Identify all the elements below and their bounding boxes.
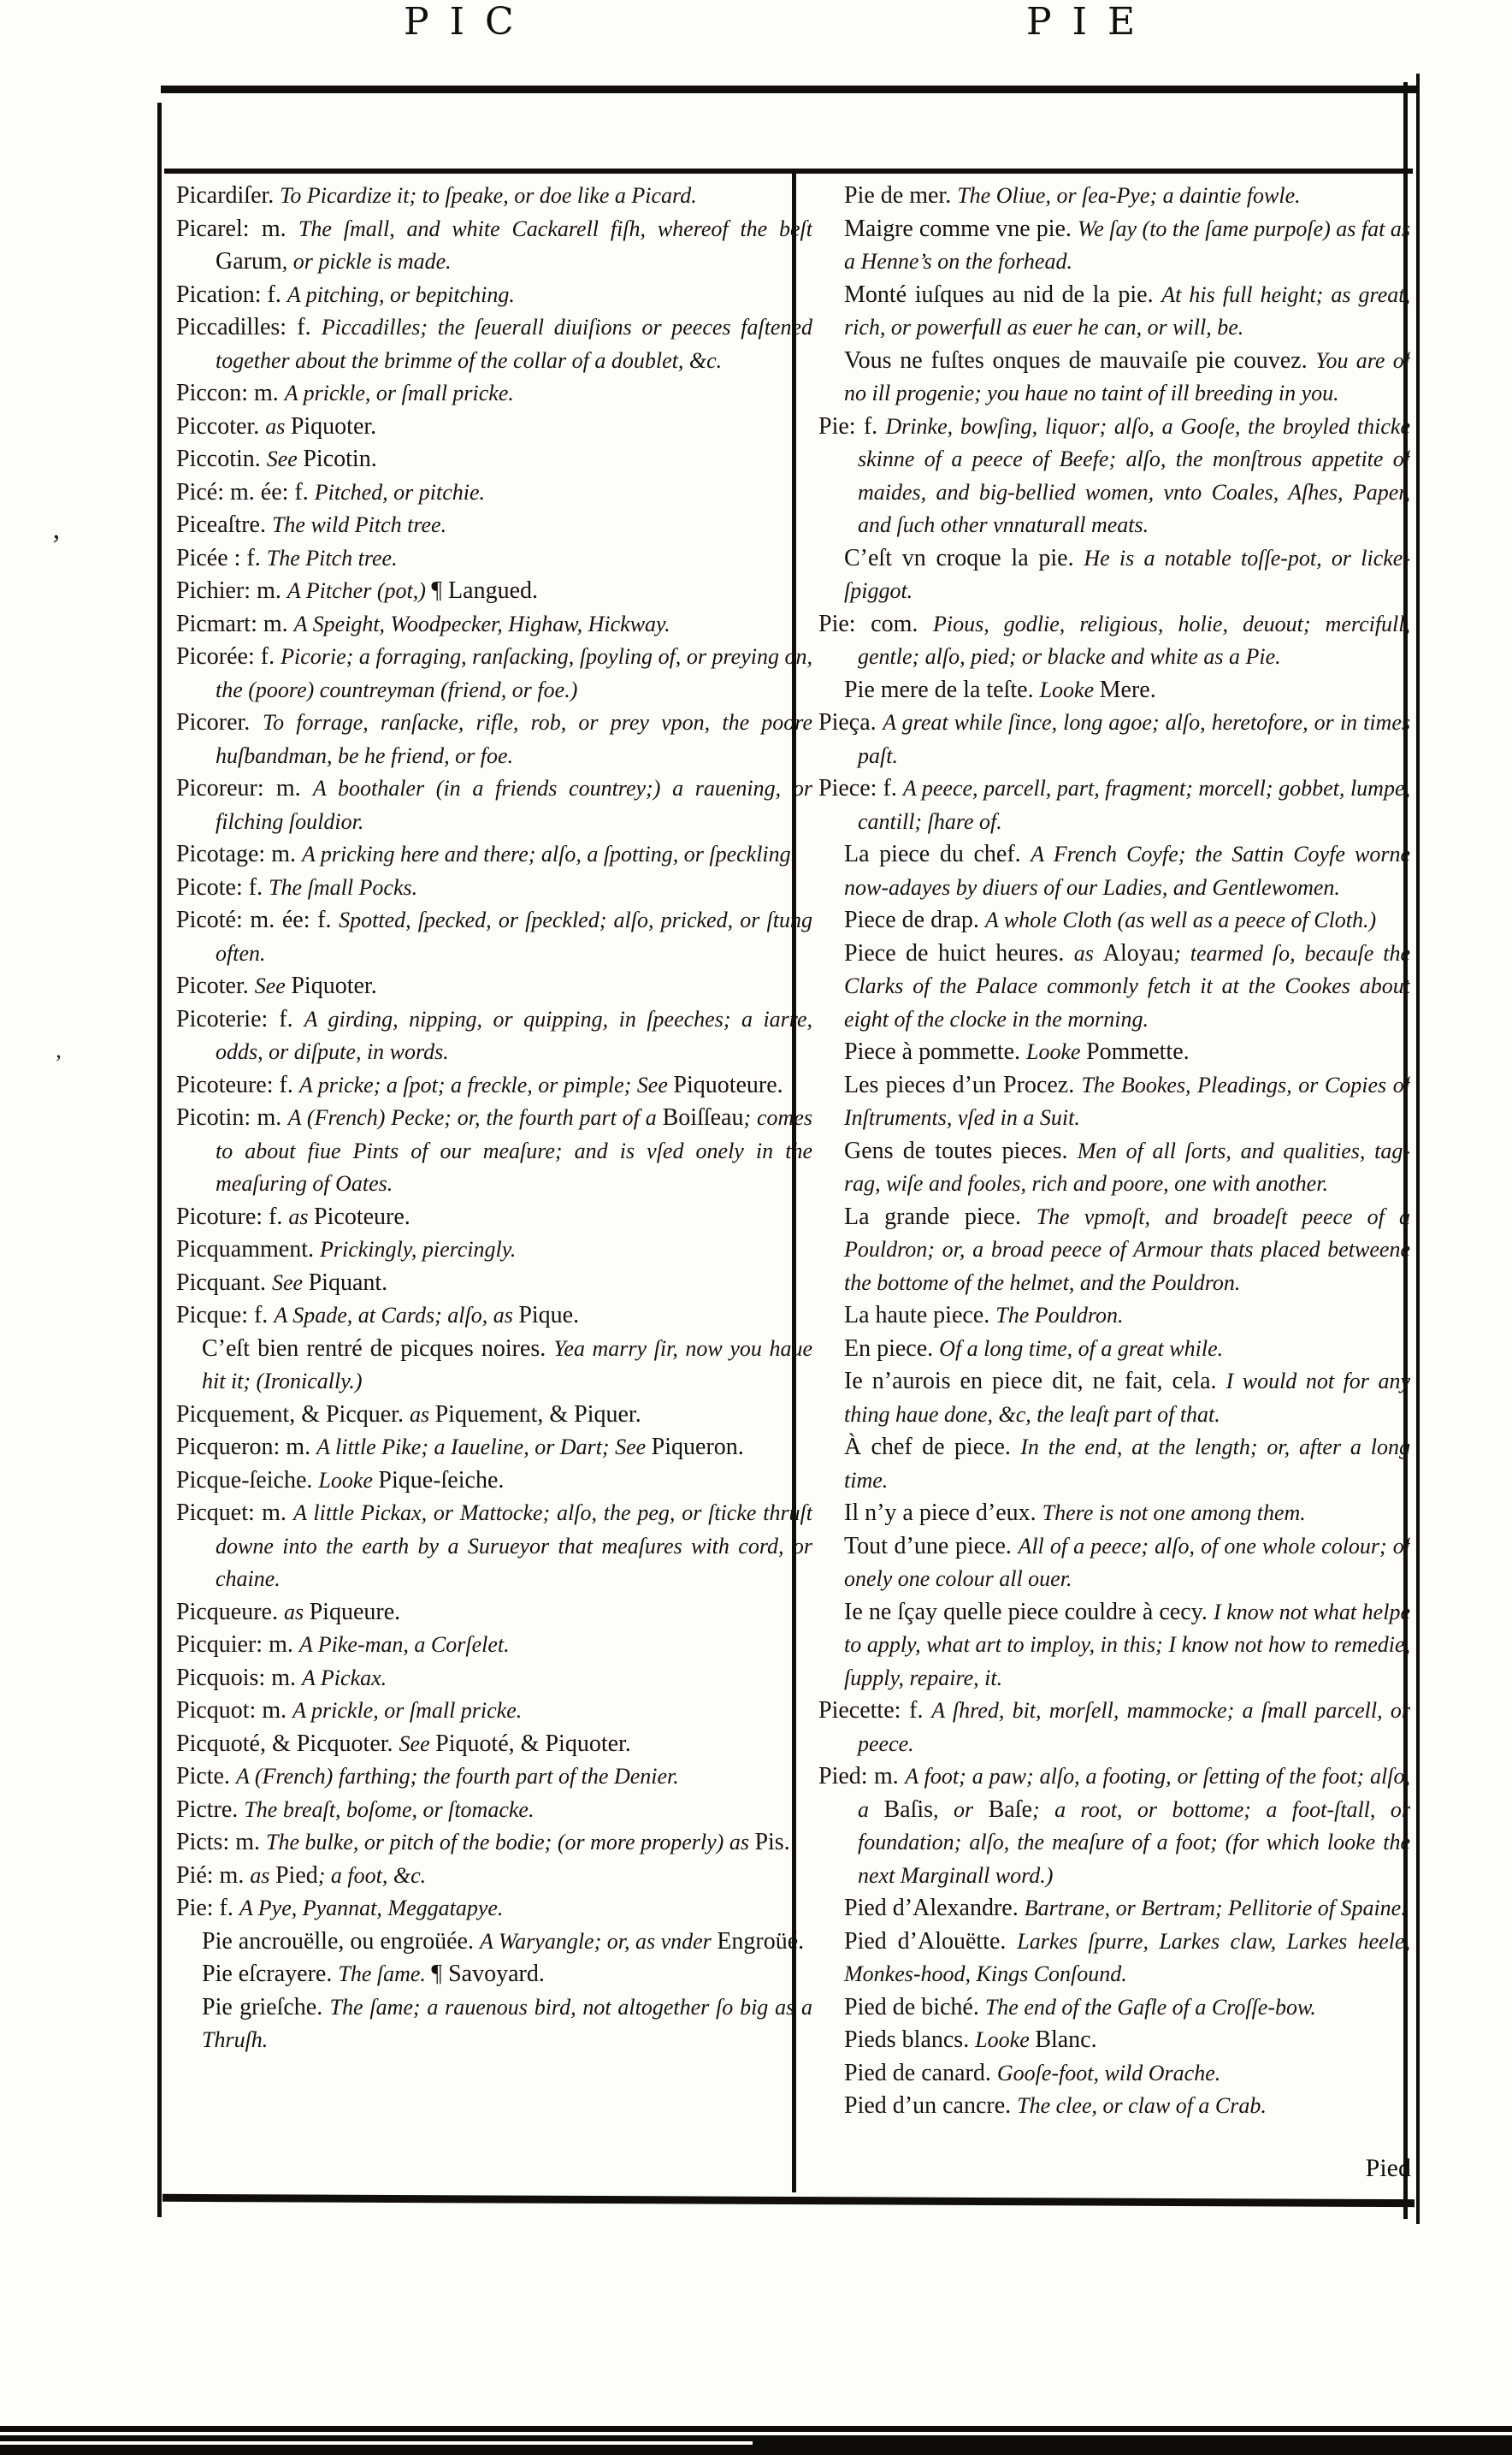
- definition-text: Pitched, or pitchie.: [314, 479, 486, 505]
- headword-text: Piccadilles: f.: [176, 314, 322, 340]
- dictionary-entry: [176, 1828, 812, 1861]
- definition-text: See: [254, 973, 292, 998]
- definition-text: A French Coyfe; the Sattin Coyfe worne now-adayes by diuers of our Ladies, and Gentlewomen.: [844, 842, 1410, 900]
- headword-text: Piqueron.: [651, 1434, 744, 1460]
- headword-text: ¶ Savoyard.: [431, 1961, 545, 1987]
- definition-text: The end of the Gafle of a Croſſe-bow.: [984, 1994, 1316, 2020]
- definition-text: The ſame.: [338, 1961, 432, 1986]
- dictionary-entry: [818, 1598, 1410, 1697]
- headword-text: Picoter.: [176, 973, 255, 999]
- headword-text: Pied d’Alouëtte.: [844, 1927, 1018, 1955]
- right-border-outer-rule: [1416, 74, 1420, 2224]
- headword-text: Garum: [216, 248, 282, 275]
- definition-text: Drinke, bowſing, liquor; alſo, a Gooſe, the broyled thicke skinne of a peece of Beefe; alſo, the monſtrous appetite of maides, and big-bellied women, vnto Coales, Aſhes, Paper, and ſuch other vnnaturall meats.: [858, 413, 1410, 537]
- scan-artifact-bar: [0, 2426, 1512, 2432]
- definition-text: as: [250, 1862, 275, 1888]
- definition-text: A pricking here and there; alſo, a ſpotting, or ſpeckling.: [301, 842, 797, 867]
- header-separator-rule: [164, 169, 1413, 174]
- headword-text: La grande piece.: [844, 1203, 1037, 1230]
- dictionary-entry: [176, 1499, 812, 1598]
- headword-text: ¶ Langued.: [431, 577, 539, 604]
- definition-text: In the end, at the length; or, after a long time.: [844, 1435, 1410, 1493]
- headword-text: Pie mere de la teſte.: [844, 676, 1040, 703]
- definition-text: The ſmall, and white Cackarell fiſh, whereof the beſt: [298, 216, 812, 241]
- headword-text: Picoterie: f.: [176, 1005, 304, 1032]
- headword-text: Pieça.: [818, 709, 883, 736]
- headword-text: Picotin.: [303, 446, 377, 472]
- dictionary-entry: [176, 840, 812, 873]
- definition-text: The ſmall Pocks.: [269, 874, 418, 900]
- definition-text: ; tearmed ſo, becauſe the Clarks of the Palace commonly fetch it at the Cookes about eight of the clocke in the morning.: [844, 940, 1410, 1032]
- headword-text: Pique.: [518, 1302, 580, 1328]
- dictionary-entry: [176, 1927, 812, 1961]
- definition-text: A Pike-man, a Corſelet.: [298, 1632, 510, 1657]
- dictionary-entry: [176, 1269, 812, 1302]
- definition-text: Yea marry ſir, now you haue hit it; (Ironically.): [202, 1335, 812, 1393]
- dictionary-entry: [818, 346, 1410, 412]
- headword-text: En piece.: [844, 1334, 940, 1362]
- headword-text: Picoteure: f.: [176, 1071, 299, 1098]
- headword-text: Tout d’une piece.: [844, 1532, 1019, 1559]
- dictionary-entry: [176, 972, 812, 1005]
- definition-text: A Pickax.: [302, 1665, 387, 1690]
- definition-text: , or pickle is made.: [281, 249, 452, 274]
- dictionary-entry: [176, 1334, 812, 1400]
- dictionary-entry: [818, 1301, 1410, 1334]
- dictionary-entry: [176, 181, 812, 215]
- definition-text: The vpmoſt, and broadeſt peece of a Pouldron; or, a broad peece of Armour thats placed betweene the bottome of the helmet, and the Pouldron.: [844, 1204, 1410, 1295]
- dictionary-entry: [818, 840, 1410, 906]
- definition-text: Spotted, ſpecked, or ſpeckled; alſo, pricked, or ſtung often.: [216, 908, 812, 966]
- definition-text: A little Pike; a Iaueline, or Dart; See: [316, 1435, 652, 1459]
- dictionary-entry: [176, 215, 812, 281]
- definition-text: Larkes ſpurre, Larkes claw, Larkes heele, Monkes-hood, Kings Conſound.: [844, 1928, 1410, 1986]
- headword-text: Picorer.: [176, 709, 263, 736]
- headword-text: Piccon: m.: [176, 380, 285, 406]
- definition-text: See: [399, 1730, 436, 1756]
- headword-text: La piece du chef.: [844, 841, 1031, 867]
- headword-text: Il n’y a piece d’eux.: [844, 1500, 1042, 1526]
- headword-text: Picquier: m.: [176, 1631, 299, 1658]
- definition-text: See: [272, 1269, 309, 1295]
- dictionary-entry: [176, 774, 812, 840]
- headword-text: Pieds blancs.: [844, 2026, 976, 2053]
- headword-text: Picmart: m.: [176, 610, 294, 637]
- catchword: Pied: [1365, 2154, 1411, 2182]
- definition-text: The clee, or claw of a Crab.: [1017, 2093, 1267, 2118]
- definition-text: A prickle, or ſmall pricke.: [284, 381, 514, 405]
- headword-text: Picoreur: m.: [176, 775, 313, 802]
- definition-text: A pitching, or bepitching.: [286, 281, 515, 307]
- definition-text: Pious, godlie, religious, holie, deuout; mercifull, gentle; alſo, pied; or blacke and white as a Pie.: [858, 611, 1410, 669]
- headword-text: C’eſt bien rentré de picques noires.: [202, 1334, 554, 1362]
- definition-text: The bulke, or pitch of the bodie; (or more properly) as: [266, 1830, 755, 1855]
- dictionary-entry: [818, 1433, 1410, 1499]
- definition-text: ; a root, or bottome; a foot-ſtall, or foundation; alſo, the meaſure of a foot; (for which looke the next Marginall word.): [858, 1796, 1410, 1888]
- definition-text: The Pouldron.: [995, 1303, 1124, 1328]
- definition-text: I would not for any thing haue done, &c, the leaſt part of that.: [844, 1369, 1410, 1427]
- headword-text: Baſis: [883, 1795, 934, 1823]
- dictionary-entry: [176, 1664, 812, 1697]
- dictionary-entry: [176, 1861, 812, 1895]
- headword-text: Maigre comme vne pie.: [844, 215, 1078, 242]
- ink-speck: ‚: [51, 513, 62, 545]
- dictionary-entry: [818, 1993, 1410, 2026]
- left-border-rule: [157, 103, 162, 2217]
- definition-text: A girding, nipping, or quipping, in ſpeeches; a iarre, odds, or diſpute, in words.: [216, 1006, 812, 1064]
- headword-text: Pommette.: [1086, 1038, 1190, 1065]
- definition-text: , or: [933, 1796, 989, 1822]
- headword-text: Piece de drap.: [844, 907, 985, 933]
- dictionary-entry: [818, 610, 1410, 676]
- dictionary-entry: [176, 1466, 812, 1500]
- headword-text: Picoture: f.: [176, 1203, 289, 1230]
- headword-text: Pied de biché.: [844, 1993, 985, 2020]
- headword-text: Picoté: m. ée: f.: [176, 907, 340, 933]
- headword-text: Piquement, & Piquer.: [434, 1400, 641, 1428]
- headword-text: Piquoter.: [291, 973, 377, 999]
- headword-text: Pied d’Alexandre.: [844, 1895, 1025, 1921]
- definition-text: Looke: [1039, 677, 1100, 702]
- definition-text: You are of no ill progenie; you haue no taint of ill breeding in you.: [844, 347, 1410, 405]
- headword-text: Pied: m.: [818, 1763, 906, 1789]
- headword-text: Monté iuſques au nid de la pie.: [844, 281, 1162, 308]
- definition-text: There is not one among them.: [1042, 1500, 1306, 1525]
- definition-text: Bartrane, or Bertram; Pellitorie of Spaine.: [1024, 1896, 1407, 1920]
- dictionary-entry: [818, 1203, 1410, 1302]
- headword-text: Picque-ſeiche.: [176, 1466, 319, 1494]
- definition-text: A (French) farthing; the fourth part of the Denier.: [236, 1764, 679, 1789]
- headword-text: Piece à pommette.: [844, 1038, 1027, 1065]
- dictionary-entry: [818, 544, 1410, 610]
- dictionary-entry: [818, 2059, 1410, 2092]
- headword-text: Pie ancrouëlle, ou engroüée.: [202, 1927, 480, 1955]
- headword-text: Picquoté, & Picquoter.: [176, 1730, 399, 1757]
- definition-text: A Pye, Pyannat, Meggatapye.: [239, 1896, 504, 1920]
- headword-text: Piece de huict heures.: [844, 939, 1074, 967]
- dictionary-entry: [176, 708, 812, 774]
- definition-text: The breaſt, boſome, or ſtomacke.: [244, 1796, 535, 1822]
- headword-text: Piccotin.: [176, 446, 267, 472]
- headword-text: Picée : f.: [176, 544, 267, 571]
- headword-text: Picotage: m.: [176, 841, 302, 867]
- running-header-left: PIC: [404, 0, 535, 44]
- headword-text: Pie eſcrayere.: [202, 1961, 339, 1987]
- definition-text: A prickle, or ſmall pricke.: [292, 1698, 523, 1723]
- definition-text: as: [283, 1599, 310, 1624]
- definition-text: The wild Pitch tree.: [271, 512, 447, 537]
- headword-text: Pictre.: [176, 1795, 245, 1823]
- dictionary-entry: [176, 577, 812, 610]
- dictionary-entry: [818, 1927, 1410, 1993]
- headword-text: Picotin: m.: [176, 1104, 288, 1131]
- definition-text: A foot; a paw; alſo, a footing, or ſetting of the foot; alſo, a: [858, 1764, 1410, 1822]
- dictionary-entry: [176, 1433, 812, 1466]
- dictionary-entry: [818, 1894, 1410, 1927]
- headword-text: Ie n’aurois en piece dit, ne fait, cela.: [844, 1368, 1226, 1394]
- definition-text: A (French) Pecke; or, the fourth part of a: [287, 1105, 663, 1130]
- dictionary-entry: [176, 313, 812, 379]
- dictionary-entry: [176, 1960, 812, 1993]
- dictionary-entry: [176, 610, 812, 643]
- headword-text: Pied: [275, 1861, 318, 1889]
- headword-text: Piceaſtre.: [176, 512, 272, 538]
- headword-text: Picarel: m.: [176, 215, 298, 242]
- headword-text: Gens de toutes pieces.: [844, 1137, 1078, 1164]
- headword-text: Pie grieſche.: [202, 1993, 330, 2020]
- headword-text: Picque: f.: [176, 1302, 275, 1328]
- headword-text: Picquant.: [176, 1269, 272, 1296]
- headword-text: Picts: m.: [176, 1829, 267, 1855]
- top-border-rule: [161, 86, 1416, 93]
- headword-text: Baſe: [988, 1795, 1032, 1823]
- headword-text: Vous ne fuſtes onques de mauvaiſe pie couvez.: [844, 346, 1316, 374]
- headword-text: Picquet: m.: [176, 1500, 294, 1526]
- dictionary-entry: [176, 1203, 812, 1236]
- headword-text: Piquoter.: [290, 412, 377, 440]
- dictionary-entry: [176, 1630, 812, 1664]
- dictionary-entry: [818, 708, 1410, 774]
- definition-text: See: [266, 447, 304, 471]
- definition-text: A ſhred, bit, morſell, mammocke; a ſmall parcell, or peece.: [858, 1698, 1410, 1756]
- definition-text: A peece, parcell, part, fragment; morcell; gobbet, lumpe, cantill; ſhare of.: [858, 776, 1410, 834]
- headword-text: Piquoteure.: [673, 1071, 783, 1098]
- dictionary-entry: [818, 2026, 1410, 2059]
- dictionary-entry: [176, 906, 812, 972]
- definition-text: A Waryangle; or, as vnder: [479, 1928, 718, 1954]
- dictionary-entry: [818, 774, 1410, 840]
- definition-text: I know not what helpe to apply, what art to imploy, in this; I know not how to remedie, ſupply, repaire, it.: [844, 1599, 1410, 1690]
- definition-text: Looke: [1026, 1039, 1087, 1064]
- definition-text: A boothaler (in a friends countrey;) a rauening, or filching ſouldior.: [216, 776, 812, 834]
- headword-text: Picorée: f.: [176, 643, 281, 670]
- headword-text: Picardiſer.: [176, 182, 281, 209]
- dictionary-entry: [818, 1696, 1410, 1762]
- headword-text: Picoteure.: [314, 1203, 410, 1230]
- definition-text: Men of all ſorts, and qualities, tag-rag, wiſe and fooles, rich and poore, one with another.: [844, 1138, 1410, 1196]
- dictionary-entry: [176, 1795, 812, 1829]
- ink-speck: ’: [55, 1050, 62, 1075]
- dictionary-entry: [176, 1005, 812, 1071]
- headword-text: Pie de mer.: [844, 182, 958, 209]
- dictionary-entry: [176, 1894, 812, 1927]
- headword-text: Ie ne ſçay quelle piece couldre à cecy.: [844, 1598, 1214, 1625]
- definition-text: Of a long time, of a great while.: [939, 1335, 1224, 1361]
- dictionary-entry: [818, 412, 1410, 544]
- dictionary-entry: [176, 1598, 812, 1631]
- headword-text: Mere.: [1099, 676, 1156, 703]
- dictionary-column-pie: [818, 181, 1410, 2190]
- headword-text: Picquot: m.: [176, 1697, 293, 1724]
- dictionary-entry: [818, 1071, 1410, 1137]
- dictionary-entry: [176, 1103, 812, 1203]
- definition-text: Prickingly, piercingly.: [319, 1237, 517, 1262]
- headword-text: Blanc.: [1035, 2026, 1097, 2053]
- dictionary-entry: [176, 1400, 812, 1434]
- definition-text: The Bookes, Pleadings, or Copies of Inſtruments, vſed in a Suit.: [844, 1072, 1410, 1130]
- headword-text: Picote: f.: [176, 873, 269, 901]
- dictionary-entry: [818, 1334, 1410, 1368]
- headword-text: Picqueron: m.: [176, 1434, 317, 1460]
- definition-text: Looke: [318, 1467, 379, 1493]
- dictionary-entry: [176, 873, 812, 907]
- dictionary-entry: [818, 1137, 1410, 1203]
- scan-artifact-gap: [0, 2441, 753, 2445]
- definition-text: He is a notable toſſe-pot, or licke-ſpiggot.: [844, 545, 1410, 603]
- dictionary-entry: [818, 906, 1410, 939]
- dictionary-entry: [818, 1762, 1410, 1894]
- headword-text: Picé: m. ée: f.: [176, 478, 315, 506]
- definition-text: A great while ſince, long agoe; alſo, heretofore, or in times paſt.: [858, 710, 1410, 768]
- definition-text: A pricke; a ſpot; a freckle, or pimple; See: [298, 1072, 674, 1097]
- headword-text: Picquement, & Picquer.: [176, 1400, 410, 1428]
- headword-text: Pie: f.: [818, 412, 886, 440]
- dictionary-entry: [818, 281, 1410, 346]
- definition-text: as: [409, 1401, 435, 1427]
- definition-text: The ſame; a rauenous bird, not altogether ſo big as a Thruſh.: [202, 1994, 812, 2052]
- dictionary-entry: [818, 1367, 1410, 1433]
- scan-artifact-bar: [0, 2435, 1512, 2455]
- dictionary-entry: [176, 1301, 812, 1334]
- dictionary-entry: [818, 215, 1410, 281]
- headword-text: Picquois: m.: [176, 1664, 303, 1691]
- headword-text: Piece: f.: [818, 775, 903, 802]
- dictionary-entry: [176, 445, 812, 478]
- dictionary-entry: [176, 642, 812, 708]
- definition-text: A Spade, at Cards; alſo, as: [274, 1303, 519, 1328]
- dictionary-entry: [176, 1071, 812, 1104]
- dictionary-entry: [176, 511, 812, 544]
- headword-text: À chef de piece.: [844, 1434, 1021, 1460]
- dictionary-entry: [818, 676, 1410, 709]
- definition-text: Looke: [975, 2027, 1036, 2052]
- dictionary-entry: [176, 1762, 812, 1795]
- headword-text: Piquant.: [308, 1269, 388, 1296]
- definition-text: A whole Cloth (as well as a peece of Cloth.): [984, 908, 1377, 932]
- definition-text: ; comes to about fiue Pints of our meaſure; and is vſed onely in the meaſuring of Oates.: [216, 1105, 812, 1196]
- dictionary-entry: [176, 379, 812, 412]
- dictionary-entry: [176, 281, 812, 314]
- headword-text: Boiſſeau: [662, 1104, 744, 1131]
- definition-text: Picorie; a forraging, ranſacking, ſpoyling of, or preying on, the (poore) countreyman (friend, or foe.): [216, 644, 812, 702]
- headword-text: Picqueure.: [176, 1598, 284, 1625]
- definition-text: To Picardize it; to ſpeake, or doe like a Picard.: [280, 183, 697, 208]
- definition-text: A little Pickax, or Mattocke; alſo, the peg, or ſticke thruſt downe into the earth by a Surueyor that meaſures with cord, or chaine.: [216, 1500, 812, 1591]
- headword-text: Piquoté, & Piquoter.: [435, 1730, 631, 1757]
- dictionary-entry: [176, 1696, 812, 1730]
- dictionary-entry: [818, 2091, 1410, 2125]
- headword-text: Pie: com.: [818, 610, 933, 637]
- definition-text: The Pitch tree.: [266, 545, 398, 571]
- headword-text: Pique-ſeiche.: [378, 1466, 505, 1494]
- dictionary-entry: [176, 478, 812, 512]
- headword-text: Pichier: m.: [176, 577, 287, 604]
- definition-text: A Speight, Woodpecker, Highaw, Hickway.: [293, 611, 670, 636]
- dictionary-entry: [818, 1499, 1410, 1532]
- headword-text: Picquamment.: [176, 1236, 320, 1263]
- dictionary-entry: [818, 1532, 1410, 1598]
- dictionary-entry: [176, 1235, 812, 1269]
- definition-text: At his full height; as great, rich, or powerfull as euer he can, or will, be.: [844, 281, 1410, 340]
- bottom-border-rule: [162, 2194, 1415, 2207]
- headword-text: Piqueure.: [309, 1598, 401, 1625]
- headword-text: Aloyau: [1102, 939, 1174, 967]
- headword-text: Pication: f.: [176, 281, 287, 308]
- headword-text: Pied d’un cancre.: [844, 2092, 1018, 2119]
- dictionary-entry: [818, 181, 1410, 215]
- definition-text: Piccadilles; the ſeuerall diuiſions or peeces faſtened together about the brimme of the collar of a doublet, &c.: [216, 315, 812, 373]
- definition-text: as: [265, 413, 291, 439]
- running-header-right: PIE: [1026, 0, 1156, 44]
- definition-text: as: [288, 1204, 315, 1229]
- headword-text: Pied de canard.: [844, 2059, 997, 2086]
- dictionary-entry: [176, 412, 812, 446]
- definition-text: All of a peece; alſo, of one whole colour; of onely one colour all ouer.: [844, 1533, 1410, 1591]
- definition-text: The Oliue, or ſea-Pye; a daintie fowle.: [957, 183, 1301, 208]
- definition-text: We ſay (to the ſame purpoſe) as fat as a Henne’s on the forhead.: [844, 216, 1410, 274]
- definition-text: as: [1073, 940, 1103, 966]
- headword-text: Engroüé.: [717, 1927, 805, 1955]
- dictionary-entry: [818, 939, 1410, 1038]
- headword-text: Pis.: [754, 1829, 790, 1855]
- headword-text: Picte.: [176, 1763, 236, 1789]
- dictionary-entry: [176, 1730, 812, 1763]
- headword-text: Piecette: f.: [818, 1697, 932, 1724]
- headword-text: C’eſt vn croque la pie.: [844, 544, 1084, 571]
- definition-text: ; a foot, &c.: [317, 1862, 427, 1888]
- definition-text: Gooſe-foot, wild Orache.: [996, 2060, 1221, 2085]
- dictionary-entry: [176, 544, 812, 577]
- dictionary-entry: [176, 1993, 812, 2059]
- definition-text: To forrage, ranſacke, rifle, rob, or prey vpon, the poore huſbandman, be he friend, or foe.: [216, 710, 812, 768]
- headword-text: Pie: f.: [176, 1895, 239, 1921]
- headword-text: Pié: m.: [176, 1861, 251, 1889]
- headword-text: Les pieces d’un Procez.: [844, 1071, 1082, 1098]
- headword-text: Piccoter.: [176, 412, 266, 440]
- dictionary-entry: [818, 1038, 1410, 1071]
- definition-text: A Pitcher (pot,): [286, 578, 432, 603]
- headword-text: La haute piece.: [844, 1302, 996, 1328]
- dictionary-column-pic: [176, 181, 812, 2190]
